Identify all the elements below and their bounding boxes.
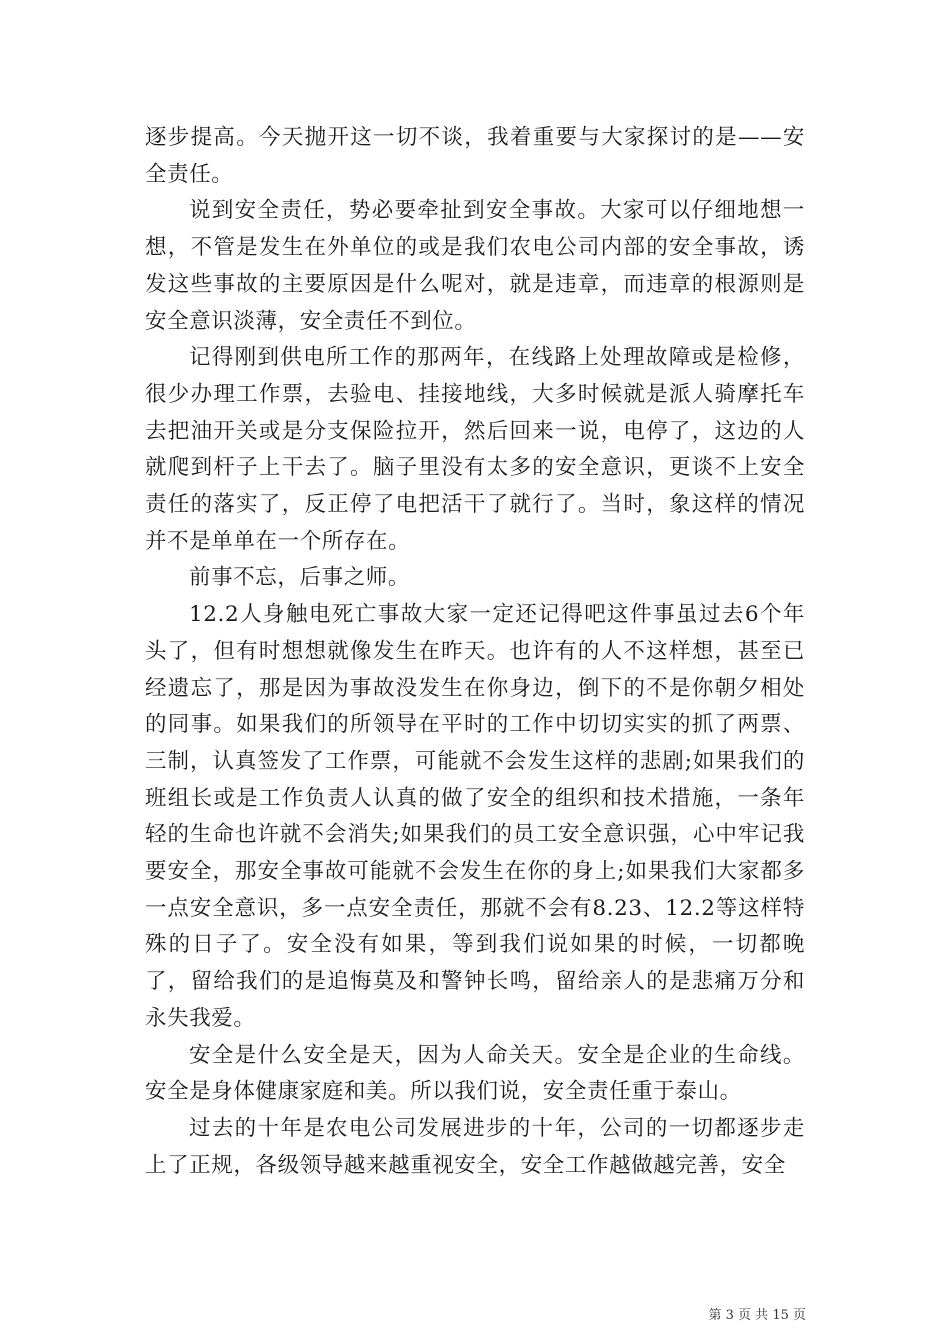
paragraph: 安全是什么安全是天，因为人命关天。安全是企业的生命线。安全是身体健康家庭和美。所以我们说，安全责任重于泰山。 bbox=[145, 1042, 805, 1105]
paragraph: 逐步提高。今天抛开这一切不谈，我着重要与大家探讨的是——安全责任。 bbox=[145, 125, 805, 187]
paragraph: 过去的十年是农电公司发展进步的十年，公司的一切都逐步走上了正规，各级领导越来越重视安全，安全工作越做越完善，安全 bbox=[145, 1115, 805, 1178]
paragraph: 前事不忘，后事之师。 bbox=[189, 565, 411, 591]
paragraph: 12.2人身触电死亡事故大家一定还记得吧这件事虽过去6个年头了，但有时想想就像发生在昨天。也许有的人不这样想，甚至已经遗忘了，那是因为事故没发生在你身边，倒下的不是你朝夕相处的同事。如果我们的所领导在平时的工作中切切实实的抓了两票、三制，认真签发了工作票，可能就不会发生这样的悲剧;如果我们的班组长或是工作负责人认真的做了安全的组织和技术措施，一条年轻的生命也许就不会消失;如果我们的员工安全意识强，心中牢记我要安全，那安全事故可能就不会发生在你的身上;如果我们大家都多一点安全意识，多一点安全责任，那就不会有8.23、12.2等这样特殊的日子了。安全没有如果，等到我们说如果的时候，一切都晚了，留给我们的是追悔莫及和警钟长鸣，留给亲人的是悲痛万分和永失我爱。 bbox=[145, 602, 805, 1031]
paragraph: 记得刚到供电所工作的那两年，在线路上处理故障或是检修，很少办理工作票，去验电、挂接地线，大多时候就是派人骑摩托车去把油开关或是分支保险拉开，然后回来一说，电停了，这边的人就爬到杆子上干去了。脑子里没有太多的安全意识，更谈不上安全责任的落实了，反正停了电把活干了就行了。当时，象这样的情况并不是单单在一个所存在。 bbox=[145, 345, 805, 554]
page-number: 第 3 页 共 15 页 bbox=[708, 1308, 806, 1323]
body-text bbox=[145, 120, 805, 1184]
paragraph: 说到安全责任，势必要牵扯到安全事故。大家可以仔细地想一想，不管是发生在外单位的或是我们农电公司内部的安全事故，诱发这些事故的主要原因是什么呢对，就是违章，而违章的根源则是安全意识淡薄，安全责任不到位。 bbox=[145, 198, 805, 334]
